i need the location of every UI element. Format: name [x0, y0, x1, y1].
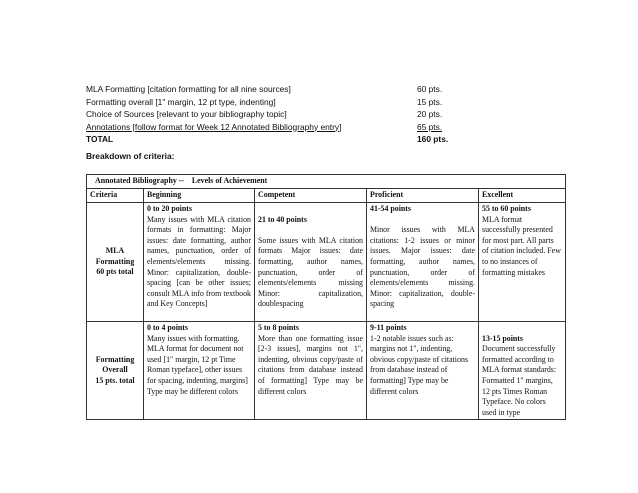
excellent-cell [479, 203, 566, 322]
level-description: Document successfully formatted according to MLA format standards: Formatted 1" margins, 12 pts Times Roman Typeface. No colors used in type [482, 344, 557, 417]
level-description: More than one formatting issue [2-3 issues], margins not 1", indenting, obvious copy/paste of citations from database instead of formatting] Type may be different colors [258, 333, 363, 396]
rubric-title-row [87, 175, 566, 189]
level-description: Many issues with formatting. MLA format for document not used [1" margin, 12 pt Time Roman typeface], other issues for spacing, indenting, margins] Type may be different colors [147, 333, 248, 396]
points-desc: Formatting overall [1" margin, 12 pt type, indenting] [86, 96, 276, 107]
level-points: 0 to 4 points [147, 323, 188, 332]
level-points: 55 to 60 points [482, 204, 531, 213]
breakdown-title: Breakdown of criteria: [86, 151, 175, 161]
beginning-cell [144, 322, 255, 420]
points-row-mla [86, 83, 506, 96]
points-row-total [86, 133, 506, 146]
level-description: Some issues with MLA citation formats Major issues: date formatting, author names, punctuation, order of elements/elements missing Minor: capitalization, doublespacing [258, 235, 363, 309]
points-value: 60 pts. [417, 84, 443, 94]
level-points: 41-54 points [370, 204, 411, 213]
excellent-cell [479, 322, 566, 420]
rubric-title [87, 175, 566, 189]
points-value: 20 pts. [417, 109, 443, 119]
level-description: 1-2 notable issues such as: margins not 1", indenting, obvious copy/paste of citations from database instead of formatting] Type may be different colors [370, 333, 468, 396]
header-criteria: Criteria [87, 189, 144, 203]
level-description: MLA format successfully presented for most part. All parts of citation included. Few to no instances of formatting mistakes [482, 214, 561, 277]
points-row-sources [86, 108, 506, 121]
level-points: 13-15 points [482, 333, 523, 343]
criteria-line: Overall [102, 365, 128, 375]
points-value: 65 pts. [417, 121, 443, 132]
rubric-header-row [87, 189, 566, 203]
level-description: Many issues with MLA citation formats in formatting: Major issues: date formatting, author names, punctuation, order of elements/elements missing. Minor: capitalization, double-spacing [can be other issues; consult MLA info from textbook and Key Concepts] [147, 214, 251, 309]
header-beginning: Beginning [144, 189, 255, 203]
criteria-cell [87, 322, 144, 420]
competent-cell [255, 203, 367, 322]
points-summary [86, 83, 506, 146]
points-desc: Choice of Sources [relevant to your bibliography topic] [86, 109, 287, 119]
criteria-line: 15 pts. total [95, 375, 135, 385]
points-desc: Annotations [follow format for Week 12 Annotated Bibliography entry] [86, 121, 342, 132]
points-desc: TOTAL [86, 134, 114, 144]
header-proficient: Proficient [367, 189, 479, 203]
points-row-formatting [86, 96, 506, 109]
rubric-row-formatting [87, 322, 566, 420]
competent-cell [255, 322, 367, 420]
criteria-cell [87, 203, 144, 322]
points-row-annotations [86, 121, 506, 134]
header-competent: Competent [255, 189, 367, 203]
proficient-cell [367, 203, 479, 322]
points-desc: MLA Formatting [citation formatting for all nine sources] [86, 84, 291, 94]
level-description: Minor issues with MLA citations: 1-2 issues or minor issues. Major issues: date formatting, author names, punctuation, order of elements/elements missing. Minor: capitalization, double-spacing [370, 225, 475, 309]
level-points: 0 to 20 points [147, 204, 192, 213]
criteria-line: Formatting [95, 354, 135, 364]
header-excellent: Excellent [479, 189, 566, 203]
level-points: 21 to 40 points [258, 214, 307, 224]
points-value: 15 pts. [417, 96, 443, 107]
level-points: 9-11 points [370, 323, 407, 332]
points-value: 160 pts. [417, 134, 449, 144]
criteria-line: 60 pts total [96, 267, 134, 277]
proficient-cell [367, 322, 479, 420]
rubric-title-text: Annotated Bibliography -- Levels of Achievement [95, 176, 268, 185]
criteria-line: Formatting [95, 256, 135, 266]
rubric-table [86, 174, 566, 420]
criteria-line: MLA [105, 246, 125, 256]
beginning-cell [144, 203, 255, 322]
rubric-row-mla [87, 203, 566, 322]
level-points: 5 to 8 points [258, 323, 299, 332]
